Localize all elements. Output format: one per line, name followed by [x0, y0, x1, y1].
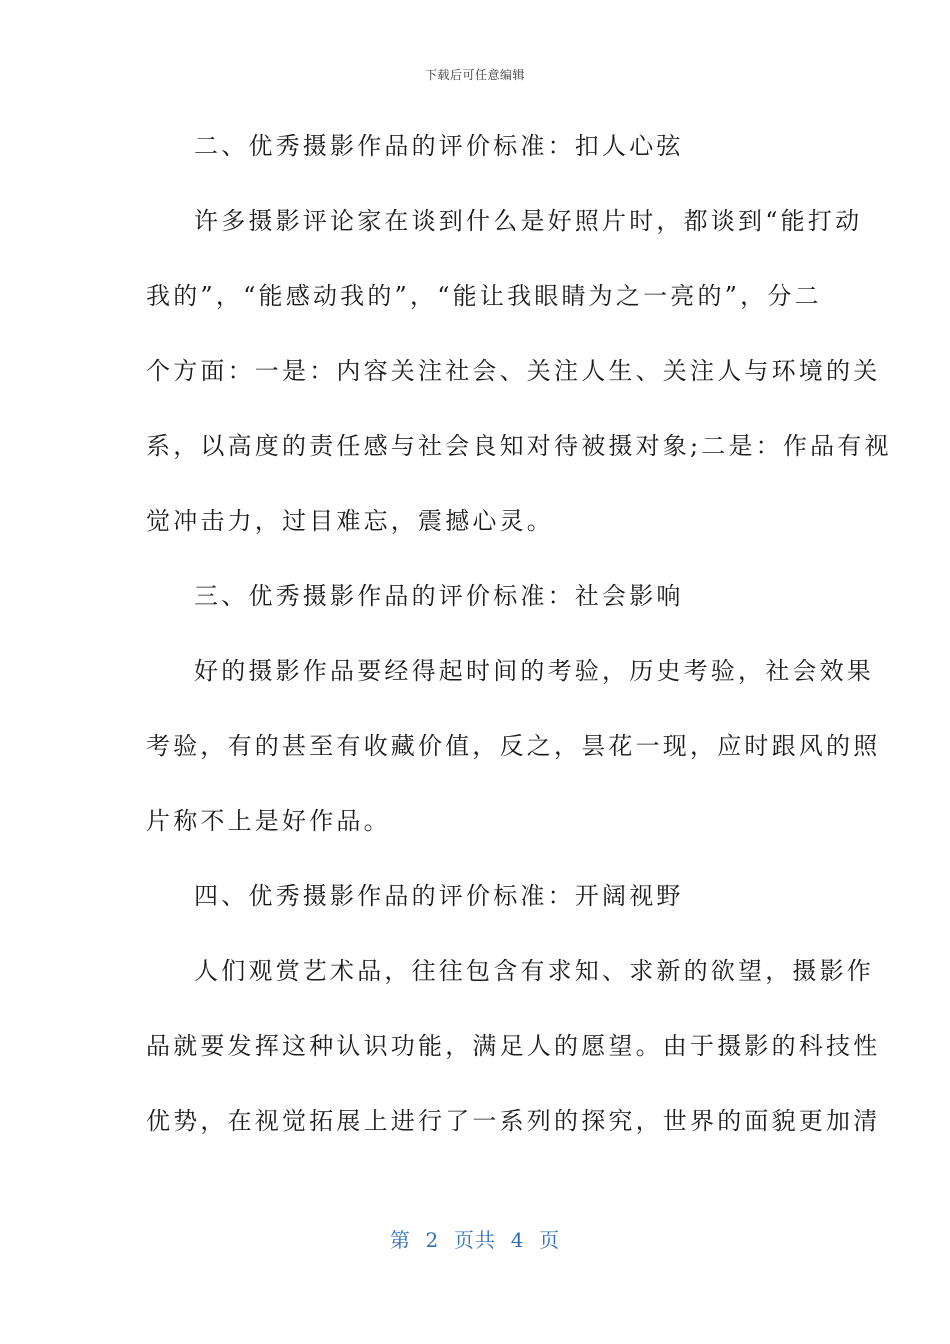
paragraph-line: 好的摄影作品要经得起时间的考验，历史考验，社会效果	[194, 657, 874, 685]
page-number: 第 2 页共 4 页	[389, 1228, 561, 1252]
paragraph-line: 人们观赏艺术品，往往包含有求知、求新的欲望，摄影作	[194, 957, 874, 985]
paragraph-line: 我的”，“能感动我的”，“能让我眼睛为之一亮的”，分二	[146, 282, 822, 310]
paragraph-line: 个方面：一是：内容关注社会、关注人生、关注人与环境的关	[146, 357, 881, 385]
section-heading-2: 二、优秀摄影作品的评价标准：扣人心弦	[194, 132, 684, 160]
paragraph-line: 品就要发挥这种认识功能，满足人的愿望。由于摄影的科技性	[146, 1032, 881, 1060]
paragraph-line: 许多摄影评论家在谈到什么是好照片时，都谈到“能打动	[194, 207, 863, 235]
header-note: 下载后可任意编辑	[424, 68, 525, 82]
paragraph-line: 考验，有的甚至有收藏价值，反之，昙花一现，应时跟风的照	[146, 732, 881, 760]
paragraph-line: 片称不上是好作品。	[146, 807, 391, 835]
document-body	[146, 118, 892, 1168]
paragraph-line: 系，以高度的责任感与社会良知对待被摄对象;二是：作品有视	[146, 432, 892, 460]
paragraph-line: 优势，在视觉拓展上进行了一系列的探究，世界的面貌更加清	[146, 1107, 881, 1135]
paragraph-line: 觉冲击力，过目难忘，震撼心灵。	[146, 507, 554, 535]
section-heading-3: 三、优秀摄影作品的评价标准：社会影响	[194, 582, 684, 610]
section-heading-4: 四、优秀摄影作品的评价标准：开阔视野	[194, 882, 684, 910]
